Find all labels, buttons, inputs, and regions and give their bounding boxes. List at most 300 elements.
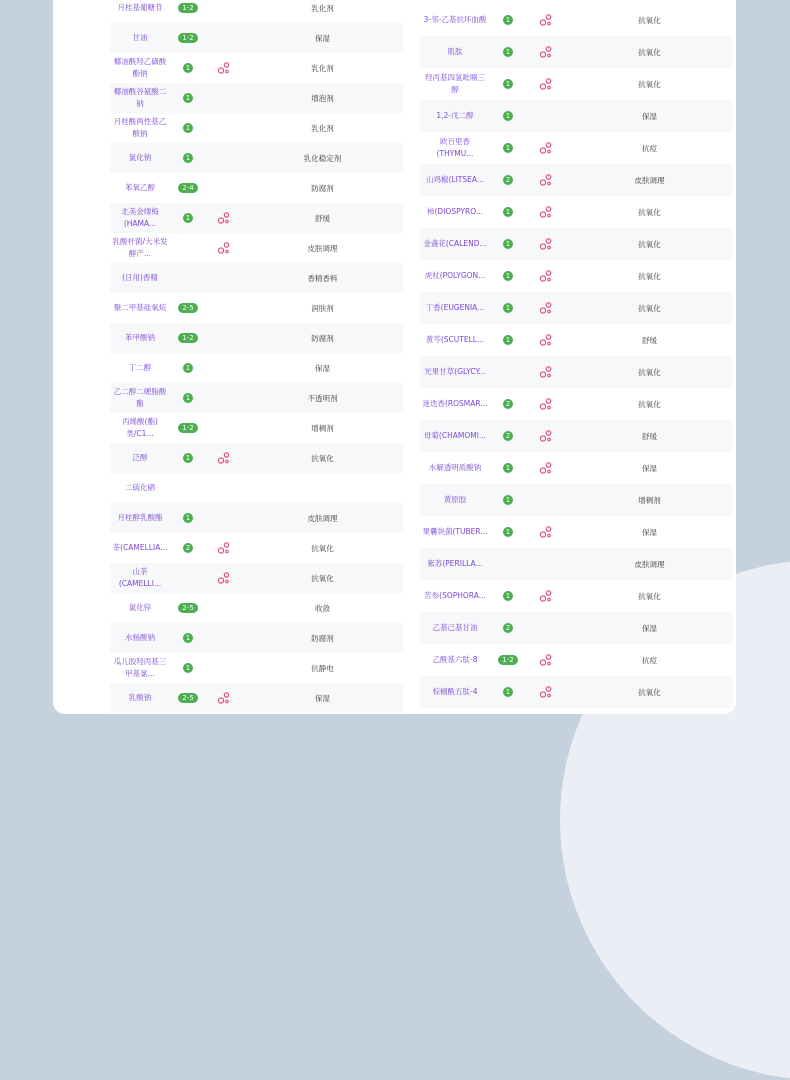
ingredient-name[interactable]: 山鸡椒(LITSEA...	[425, 175, 485, 184]
safety-cell	[490, 612, 526, 644]
ingredient-name[interactable]: 椰油酰谷氨酸二钠	[113, 87, 167, 108]
safety-risk-badge: 1	[183, 123, 193, 133]
usage-cell	[566, 68, 733, 100]
safety-cell	[170, 23, 206, 53]
usage-cell	[566, 356, 733, 388]
ingredient-row[interactable]	[420, 580, 733, 612]
usage-cell	[242, 0, 403, 23]
ingredient-usage: 抗氧化	[638, 399, 661, 409]
ingredient-row[interactable]	[110, 293, 403, 323]
acne-risk-cell	[206, 563, 242, 593]
ingredient-row[interactable]	[420, 68, 733, 100]
safety-risk-badge: 1	[503, 143, 513, 153]
ingredient-row[interactable]	[420, 292, 733, 324]
acne-risk-cell	[526, 228, 566, 260]
safety-risk-badge: 1	[503, 79, 513, 89]
acne-risk-cell	[526, 324, 566, 356]
acne-risk-cell	[206, 593, 242, 623]
acne-risk-cell	[206, 263, 242, 293]
acne-risk-icon	[539, 654, 553, 666]
ingredient-row[interactable]	[110, 683, 403, 713]
ingredient-usage: 皮肤调理	[634, 559, 665, 569]
safety-risk-badge: 1	[183, 633, 193, 643]
acne-risk-icon	[539, 398, 553, 410]
ingredient-usage: 防腐剂	[311, 333, 334, 343]
acne-risk-icon	[539, 14, 553, 26]
ingredient-name-cell	[420, 260, 490, 292]
ingredient-usage: 防腐剂	[311, 633, 334, 643]
ingredient-name[interactable]: 乙基己基甘油	[432, 623, 478, 632]
ingredient-name[interactable]: 肌肽	[447, 47, 463, 56]
safety-cell	[490, 324, 526, 356]
safety-cell	[490, 132, 526, 164]
ingredient-row[interactable]	[420, 452, 733, 484]
ingredient-usage: 收敛	[315, 603, 330, 613]
ingredient-row[interactable]	[110, 113, 403, 143]
ingredient-row[interactable]	[110, 263, 403, 293]
ingredient-name[interactable]: 甘油	[132, 33, 148, 42]
ingredient-name-cell	[110, 473, 170, 503]
acne-risk-cell	[206, 533, 242, 563]
ingredient-name[interactable]: 光果甘草(GLYCY...	[424, 367, 486, 376]
safety-cell	[490, 388, 526, 420]
safety-risk-badge: 2	[503, 175, 513, 185]
ingredient-name[interactable]: 月桂基葡糖苷	[117, 3, 163, 12]
acne-risk-cell	[526, 676, 566, 708]
usage-cell	[242, 263, 403, 293]
usage-cell	[242, 143, 403, 173]
ingredient-name[interactable]: 黄芩(SCUTELL...	[425, 335, 485, 344]
acne-risk-cell	[526, 68, 566, 100]
ingredient-row[interactable]	[420, 420, 733, 452]
ingredient-name[interactable]: 瓜儿胶羟丙基三甲基氯...	[113, 657, 167, 678]
usage-cell	[566, 548, 733, 580]
safety-cell	[170, 233, 206, 263]
ingredient-name[interactable]: 棕榈酰五肽-4	[432, 687, 478, 696]
usage-cell	[242, 623, 403, 653]
ingredient-name-cell	[420, 228, 490, 260]
ingredient-name-cell	[110, 293, 170, 323]
usage-cell	[566, 100, 733, 132]
ingredient-name[interactable]: 3-邻-乙基抗坏血酸	[423, 15, 487, 24]
ingredient-name-cell	[110, 383, 170, 413]
usage-cell	[242, 203, 403, 233]
usage-cell	[566, 420, 733, 452]
safety-risk-badge: 1	[503, 335, 513, 345]
usage-cell	[242, 173, 403, 203]
ingredient-name-cell	[110, 113, 170, 143]
ingredient-name[interactable]: 1,2-戊二醇	[436, 111, 474, 120]
usage-cell	[566, 612, 733, 644]
ingredient-name-cell	[110, 353, 170, 383]
usage-cell	[242, 353, 403, 383]
safety-risk-badge: 1-2	[178, 423, 197, 433]
safety-cell	[170, 143, 206, 173]
ingredient-row[interactable]	[110, 173, 403, 203]
ingredient-row[interactable]	[110, 443, 403, 473]
safety-risk-badge: 1	[183, 453, 193, 463]
ingredient-row[interactable]	[110, 353, 403, 383]
ingredient-name-cell	[110, 443, 170, 473]
acne-risk-icon	[539, 206, 553, 218]
ingredient-row[interactable]	[110, 623, 403, 653]
acne-risk-cell	[526, 356, 566, 388]
ingredient-row[interactable]	[420, 36, 733, 68]
ingredient-name[interactable]: 果囊块菌(TUBER...	[422, 527, 488, 536]
safety-cell	[170, 563, 206, 593]
safety-risk-badge: 1	[183, 153, 193, 163]
ingredient-name[interactable]: 氯化钠	[128, 153, 152, 162]
safety-cell	[490, 420, 526, 452]
ingredient-name[interactable]: 聚二甲基硅氧烷	[113, 303, 167, 312]
ingredient-usage: 皮肤调理	[307, 243, 338, 253]
safety-risk-badge: 2-5	[178, 603, 197, 613]
usage-cell	[566, 580, 733, 612]
ingredient-row[interactable]	[420, 228, 733, 260]
safety-cell	[170, 503, 206, 533]
ingredient-row[interactable]	[110, 503, 403, 533]
safety-cell	[170, 113, 206, 143]
ingredient-name[interactable]: 羟丙基四氢吡喃三醇	[425, 73, 485, 94]
usage-cell	[242, 653, 403, 683]
acne-risk-cell	[206, 443, 242, 473]
ingredient-name-cell	[110, 263, 170, 293]
safety-cell	[170, 413, 206, 443]
ingredient-row[interactable]	[110, 563, 403, 593]
acne-risk-icon	[539, 142, 553, 154]
ingredient-name-cell	[420, 388, 490, 420]
usage-cell	[566, 324, 733, 356]
ingredient-name[interactable]: 紫苏(PERILLA...	[427, 559, 483, 568]
ingredient-row[interactable]	[110, 533, 403, 563]
acne-risk-cell	[206, 323, 242, 353]
safety-risk-badge: 1	[183, 213, 193, 223]
acne-risk-cell	[206, 353, 242, 383]
safety-cell	[170, 443, 206, 473]
acne-risk-cell	[526, 292, 566, 324]
ingredient-name[interactable]: 乙酰基六肽-8	[432, 655, 478, 664]
ingredient-usage: 增泡剂	[311, 93, 334, 103]
ingredient-row[interactable]	[110, 53, 403, 83]
usage-cell	[242, 233, 403, 263]
ingredient-name-cell	[110, 23, 170, 53]
ingredient-usage: 抗氧化	[311, 573, 334, 583]
ingredient-name[interactable]: 苯氧乙醇	[125, 183, 155, 192]
ingredient-row[interactable]	[110, 143, 403, 173]
acne-risk-cell	[206, 683, 242, 713]
acne-risk-cell	[526, 100, 566, 132]
ingredient-name[interactable]: 丙烯酸(酯)类/C1...	[122, 417, 158, 438]
ingredient-usage: 增稠剂	[638, 495, 661, 505]
ingredient-row[interactable]	[420, 388, 733, 420]
safety-cell	[170, 383, 206, 413]
ingredient-name[interactable]: 泛醇	[132, 453, 148, 462]
acne-risk-cell	[526, 580, 566, 612]
ingredient-name-cell	[110, 683, 170, 713]
usage-cell	[242, 533, 403, 563]
safety-risk-badge: 2	[503, 623, 513, 633]
ingredient-name[interactable]: 二硫化硒	[125, 483, 155, 492]
usage-cell	[566, 132, 733, 164]
ingredient-name-cell	[420, 356, 490, 388]
ingredient-row[interactable]	[420, 164, 733, 196]
ingredient-row[interactable]	[110, 383, 403, 413]
acne-risk-cell	[526, 36, 566, 68]
safety-risk-badge: 1-2	[178, 3, 197, 13]
ingredient-row[interactable]	[110, 323, 403, 353]
safety-cell	[490, 356, 526, 388]
acne-risk-cell	[206, 503, 242, 533]
ingredient-row[interactable]	[420, 100, 733, 132]
ingredient-usage: 乳化剂	[311, 3, 334, 13]
ingredient-name[interactable]: 苯甲酸钠	[125, 333, 155, 342]
ingredient-name-cell	[420, 324, 490, 356]
acne-risk-icon	[539, 334, 553, 346]
ingredient-row[interactable]	[420, 132, 733, 164]
ingredient-row[interactable]	[420, 324, 733, 356]
ingredient-name-cell	[420, 36, 490, 68]
ingredient-row[interactable]	[110, 0, 403, 23]
safety-risk-badge: 1	[503, 111, 513, 121]
usage-cell	[242, 443, 403, 473]
ingredient-name[interactable]: 乙二醇二硬脂酸酯	[113, 387, 167, 408]
usage-cell	[242, 593, 403, 623]
ingredient-usage: 皮肤调理	[634, 175, 665, 185]
ingredient-name[interactable]: 水杨酸钠	[125, 633, 155, 642]
ingredient-name-cell	[420, 548, 490, 580]
safety-cell	[490, 452, 526, 484]
ingredient-name[interactable]: 水解透明质酸钠	[428, 463, 482, 472]
ingredient-row[interactable]	[110, 593, 403, 623]
ingredient-row[interactable]	[420, 548, 733, 580]
usage-cell	[242, 563, 403, 593]
ingredient-name[interactable]: 母菊(CHAMOMI...	[423, 431, 487, 440]
ingredient-name[interactable]: 欧百里香(THYMU...	[436, 137, 474, 158]
ingredient-usage: 抗氧化	[638, 687, 661, 697]
safety-cell	[490, 164, 526, 196]
ingredient-usage: 保湿	[642, 527, 657, 537]
acne-risk-cell	[206, 0, 242, 23]
ingredient-row[interactable]	[420, 516, 733, 548]
usage-cell	[566, 164, 733, 196]
ingredient-usage: 保湿	[642, 623, 657, 633]
safety-cell	[170, 593, 206, 623]
ingredient-name-cell	[110, 323, 170, 353]
safety-risk-badge: 1	[183, 393, 193, 403]
ingredient-usage: 皮肤调理	[307, 513, 338, 523]
ingredient-row[interactable]	[420, 4, 733, 36]
safety-cell	[170, 473, 206, 503]
acne-risk-cell	[206, 383, 242, 413]
acne-risk-icon	[539, 174, 553, 186]
acne-risk-cell	[206, 143, 242, 173]
ingredient-usage: 抗痘	[642, 143, 657, 153]
ingredient-row[interactable]	[110, 203, 403, 233]
safety-risk-badge: 1	[183, 513, 193, 523]
acne-risk-cell	[526, 644, 566, 676]
ingredient-name-cell	[420, 68, 490, 100]
ingredient-row[interactable]	[110, 653, 403, 683]
ingredient-name-cell	[420, 644, 490, 676]
acne-risk-cell	[526, 132, 566, 164]
safety-risk-badge: 2	[183, 543, 193, 553]
ingredient-name[interactable]: 丁二醇	[128, 363, 152, 372]
ingredient-row[interactable]	[110, 413, 403, 443]
ingredient-name[interactable]: 月桂酰两性基乙酸钠	[113, 117, 167, 138]
ingredient-name[interactable]: 茶(CAMELLIA...	[112, 543, 168, 552]
safety-cell	[490, 196, 526, 228]
ingredient-name-cell	[420, 132, 490, 164]
ingredient-name-cell	[110, 533, 170, 563]
safety-cell	[170, 323, 206, 353]
acne-risk-icon	[217, 452, 231, 464]
ingredient-usage: 抗氧化	[638, 271, 661, 281]
ingredient-name[interactable]: 迷迭香(ROSMAR...	[422, 399, 488, 408]
ingredient-usage: 抗氧化	[311, 543, 334, 553]
ingredient-row[interactable]	[110, 83, 403, 113]
ingredient-usage: 抗氧化	[638, 303, 661, 313]
ingredient-name[interactable]: 山茶(CAMELLI...	[118, 567, 162, 588]
acne-risk-cell	[206, 53, 242, 83]
acne-risk-cell	[206, 83, 242, 113]
ingredient-usage: 抗氧化	[638, 591, 661, 601]
ingredient-name-cell	[110, 83, 170, 113]
ingredient-name-cell	[110, 653, 170, 683]
ingredient-row[interactable]	[420, 676, 733, 708]
safety-risk-badge: 2	[503, 431, 513, 441]
ingredient-usage: 抗静电	[311, 663, 334, 673]
acne-risk-icon	[539, 302, 553, 314]
acne-risk-icon	[539, 526, 553, 538]
ingredient-name[interactable]: 月桂醇乳酸酯	[117, 513, 163, 522]
safety-cell	[170, 83, 206, 113]
ingredient-name[interactable]: 北美金缕梅(HAMA...	[121, 207, 159, 228]
acne-risk-cell	[526, 516, 566, 548]
ingredient-name[interactable]: 氯化锌	[128, 603, 152, 612]
usage-cell	[242, 293, 403, 323]
ingredient-usage: 抗氧化	[638, 15, 661, 25]
ingredient-card	[53, 0, 736, 714]
acne-risk-icon	[539, 462, 553, 474]
acne-risk-cell	[526, 4, 566, 36]
ingredient-name-cell	[420, 4, 490, 36]
usage-cell	[566, 228, 733, 260]
safety-cell	[490, 484, 526, 516]
ingredient-row[interactable]	[420, 644, 733, 676]
safety-cell	[490, 4, 526, 36]
acne-risk-icon	[217, 242, 231, 254]
usage-cell	[566, 196, 733, 228]
acne-risk-cell	[206, 293, 242, 323]
ingredient-name-cell	[110, 593, 170, 623]
ingredient-name[interactable]: 苦参(SOPHORA...	[424, 591, 486, 600]
ingredient-name-cell	[420, 452, 490, 484]
ingredient-name[interactable]: 丁香(EUGENIA...	[425, 303, 485, 312]
safety-risk-badge: 2-5	[178, 303, 197, 313]
ingredient-usage: 舒缓	[315, 213, 330, 223]
usage-cell	[242, 53, 403, 83]
ingredient-name-cell	[110, 623, 170, 653]
ingredient-name-cell	[420, 580, 490, 612]
usage-cell	[566, 4, 733, 36]
ingredient-usage: 润肤剂	[311, 303, 334, 313]
acne-risk-icon	[217, 212, 231, 224]
safety-cell	[170, 533, 206, 563]
safety-cell	[170, 173, 206, 203]
acne-risk-icon	[539, 430, 553, 442]
ingredient-name-cell	[420, 292, 490, 324]
ingredient-name[interactable]: 虎杖(POLYGON...	[424, 271, 486, 280]
ingredient-name[interactable]: 黄原胶	[443, 495, 467, 504]
safety-cell	[170, 353, 206, 383]
safety-cell	[490, 68, 526, 100]
safety-cell	[490, 260, 526, 292]
ingredient-row[interactable]	[420, 612, 733, 644]
ingredient-usage: 舒缓	[642, 335, 657, 345]
safety-risk-badge: 1	[503, 47, 513, 57]
ingredient-name[interactable]: (日用)香精	[122, 273, 158, 282]
ingredient-usage: 保湿	[315, 693, 330, 703]
safety-risk-badge: 1-2	[498, 655, 517, 665]
ingredient-name-cell	[420, 164, 490, 196]
ingredient-name-cell	[110, 173, 170, 203]
ingredient-name-cell	[110, 563, 170, 593]
ingredient-row[interactable]	[420, 484, 733, 516]
safety-cell	[170, 0, 206, 23]
acne-risk-icon	[217, 692, 231, 704]
ingredient-row[interactable]	[110, 473, 403, 503]
safety-risk-badge: 2-5	[178, 693, 197, 703]
ingredient-name-cell	[110, 0, 170, 23]
ingredient-row[interactable]	[420, 260, 733, 292]
acne-risk-icon	[217, 62, 231, 74]
acne-risk-icon	[539, 270, 553, 282]
acne-risk-icon	[217, 542, 231, 554]
acne-risk-icon	[539, 686, 553, 698]
ingredient-name[interactable]: 乳酸杆菌/大米发酵产...	[112, 237, 168, 258]
ingredient-name[interactable]: 金盏花(CALEND...	[423, 239, 487, 248]
ingredient-row[interactable]	[420, 196, 733, 228]
ingredient-usage: 抗氧化	[638, 239, 661, 249]
ingredient-row[interactable]	[110, 233, 403, 263]
safety-cell	[170, 53, 206, 83]
acne-risk-cell	[526, 196, 566, 228]
ingredient-usage: 保湿	[315, 363, 330, 373]
safety-cell	[490, 676, 526, 708]
ingredient-name-cell	[110, 503, 170, 533]
ingredient-name-cell	[420, 420, 490, 452]
ingredient-name[interactable]: 椰油酰羟乙磺酸酯钠	[113, 57, 167, 78]
safety-risk-badge: 1	[503, 239, 513, 249]
acne-risk-cell	[526, 420, 566, 452]
acne-risk-icon	[539, 366, 553, 378]
safety-cell	[490, 228, 526, 260]
usage-cell	[242, 683, 403, 713]
ingredient-name[interactable]: 乳酸钠	[128, 693, 152, 702]
ingredient-usage: 防腐剂	[311, 183, 334, 193]
safety-risk-badge: 1	[503, 591, 513, 601]
acne-risk-cell	[206, 653, 242, 683]
ingredient-row[interactable]	[110, 23, 403, 53]
ingredient-name[interactable]: 柿(DIOSPYRO...	[427, 207, 483, 216]
usage-cell	[566, 676, 733, 708]
ingredient-usage: 乳化剂	[311, 63, 334, 73]
acne-risk-cell	[206, 623, 242, 653]
acne-risk-cell	[206, 173, 242, 203]
acne-risk-icon	[539, 590, 553, 602]
ingredient-row[interactable]	[420, 356, 733, 388]
ingredient-name-cell	[110, 53, 170, 83]
